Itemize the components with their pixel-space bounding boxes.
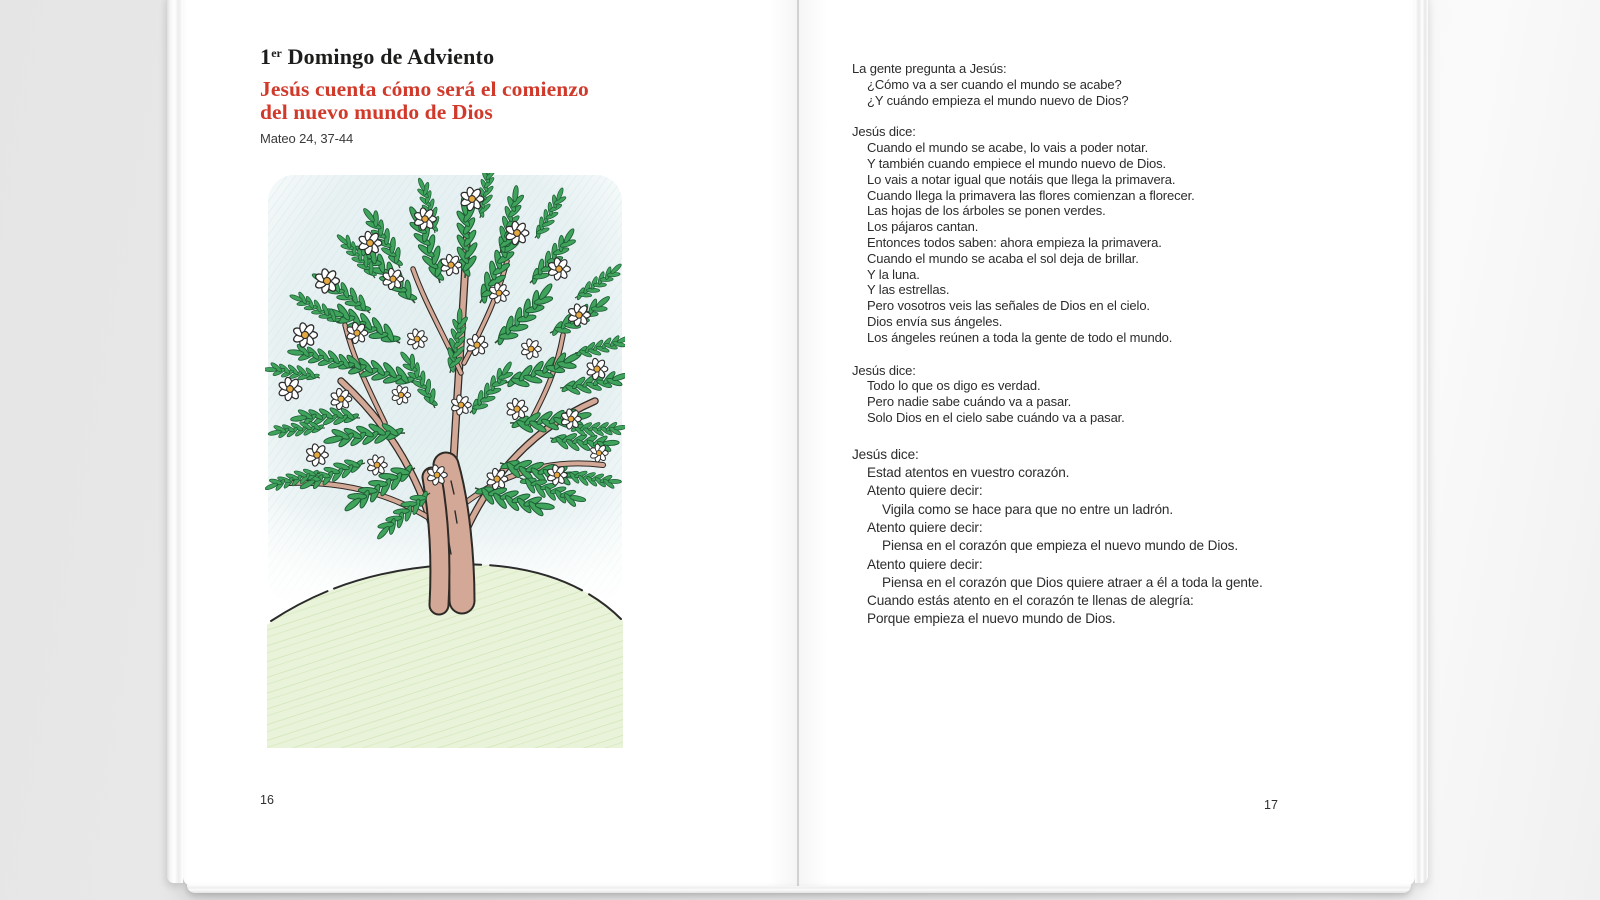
subtitle-line-1: Jesús cuenta cómo será el comienzo <box>260 77 589 101</box>
text-line: Cuando el mundo se acabe, lo vais a poder notar. <box>867 140 1149 156</box>
left-page <box>183 0 797 886</box>
title-number: 1 <box>260 44 272 69</box>
text-block <box>852 446 1397 629</box>
subtitle-line-2: del nuevo mundo de Dios <box>260 100 493 124</box>
text-line: Y la luna. <box>867 266 920 282</box>
page-number-left: 16 <box>260 793 274 807</box>
scripture-reference: Mateo 24, 37-44 <box>260 131 354 146</box>
text-block <box>852 363 1397 426</box>
text-line: Cuando estás atento en el corazón te llenas de alegría: <box>867 593 1194 609</box>
text-line: Y también cuando empiece el mundo nuevo de Dios. <box>867 155 1166 171</box>
text-block <box>852 61 1397 108</box>
page-stack-edge-bottom <box>187 885 1411 893</box>
title-text: Domingo de Adviento <box>287 44 495 69</box>
text-line: Vigila como se hace para que no entre un ladrón. <box>882 501 1173 517</box>
open-book <box>183 0 1415 886</box>
text-line: Lo vais a notar igual que notáis que llega la primavera. <box>867 171 1176 187</box>
text-line: Pero vosotros veis las señales de Dios en el cielo. <box>867 298 1150 314</box>
text-line: Solo Dios en el cielo sabe cuándo va a pasar. <box>867 409 1125 425</box>
text-line: Atento quiere decir: <box>867 519 983 535</box>
text-line: Porque empieza el nuevo mundo de Dios. <box>867 611 1116 627</box>
text-line: Atento quiere decir: <box>867 556 983 572</box>
text-line: Jesús dice: <box>852 446 919 462</box>
tree-illustration <box>265 173 625 748</box>
text-line: Los ángeles reúnen a toda la gente de todo el mundo. <box>867 329 1173 345</box>
text-line: Cuando el mundo se acaba el sol deja de brillar. <box>867 250 1139 266</box>
right-page <box>799 0 1415 886</box>
page-stack-edge-right <box>1415 0 1428 883</box>
tree-trunk <box>432 465 462 605</box>
text-line: Dios envía sus ángeles. <box>867 313 1003 329</box>
text-line: Las hojas de los árboles se ponen verdes. <box>867 203 1106 219</box>
chapter-subtitle <box>260 78 589 124</box>
text-line: La gente pregunta a Jesús: <box>852 61 1007 76</box>
title-ordinal: er <box>271 46 282 60</box>
text-line: Atento quiere decir: <box>867 483 983 499</box>
book-gutter-line <box>797 0 799 886</box>
text-line: Jesús dice: <box>852 362 916 378</box>
text-line: Todo lo que os digo es verdad. <box>867 378 1041 394</box>
text-line: Pero nadie sabe cuándo va a pasar. <box>867 394 1072 410</box>
text-line: Piensa en el corazón que Dios quiere atraer a él a toda la gente. <box>882 574 1263 590</box>
text-line: ¿Y cuándo empieza el mundo nuevo de Dios? <box>867 92 1129 108</box>
chapter-title <box>260 44 494 70</box>
text-line: Jesús dice: <box>852 124 916 140</box>
text-line: ¿Cómo va a ser cuando el mundo se acabe? <box>867 76 1122 92</box>
page-stack-edge-left <box>167 0 183 883</box>
text-line: Y las estrellas. <box>867 282 950 298</box>
page-number-right: 17 <box>1264 798 1278 812</box>
right-page-text <box>852 61 1397 629</box>
text-line: Piensa en el corazón que empieza el nuevo mundo de Dios. <box>882 538 1239 554</box>
text-line: Cuando llega la primavera las flores comienzan a florecer. <box>867 187 1195 203</box>
text-block <box>852 124 1397 345</box>
text-line: Entonces todos saben: ahora empieza la primavera. <box>867 234 1162 250</box>
text-line: Estad atentos en vuestro corazón. <box>867 465 1070 481</box>
text-line: Los pájaros cantan. <box>867 219 979 235</box>
